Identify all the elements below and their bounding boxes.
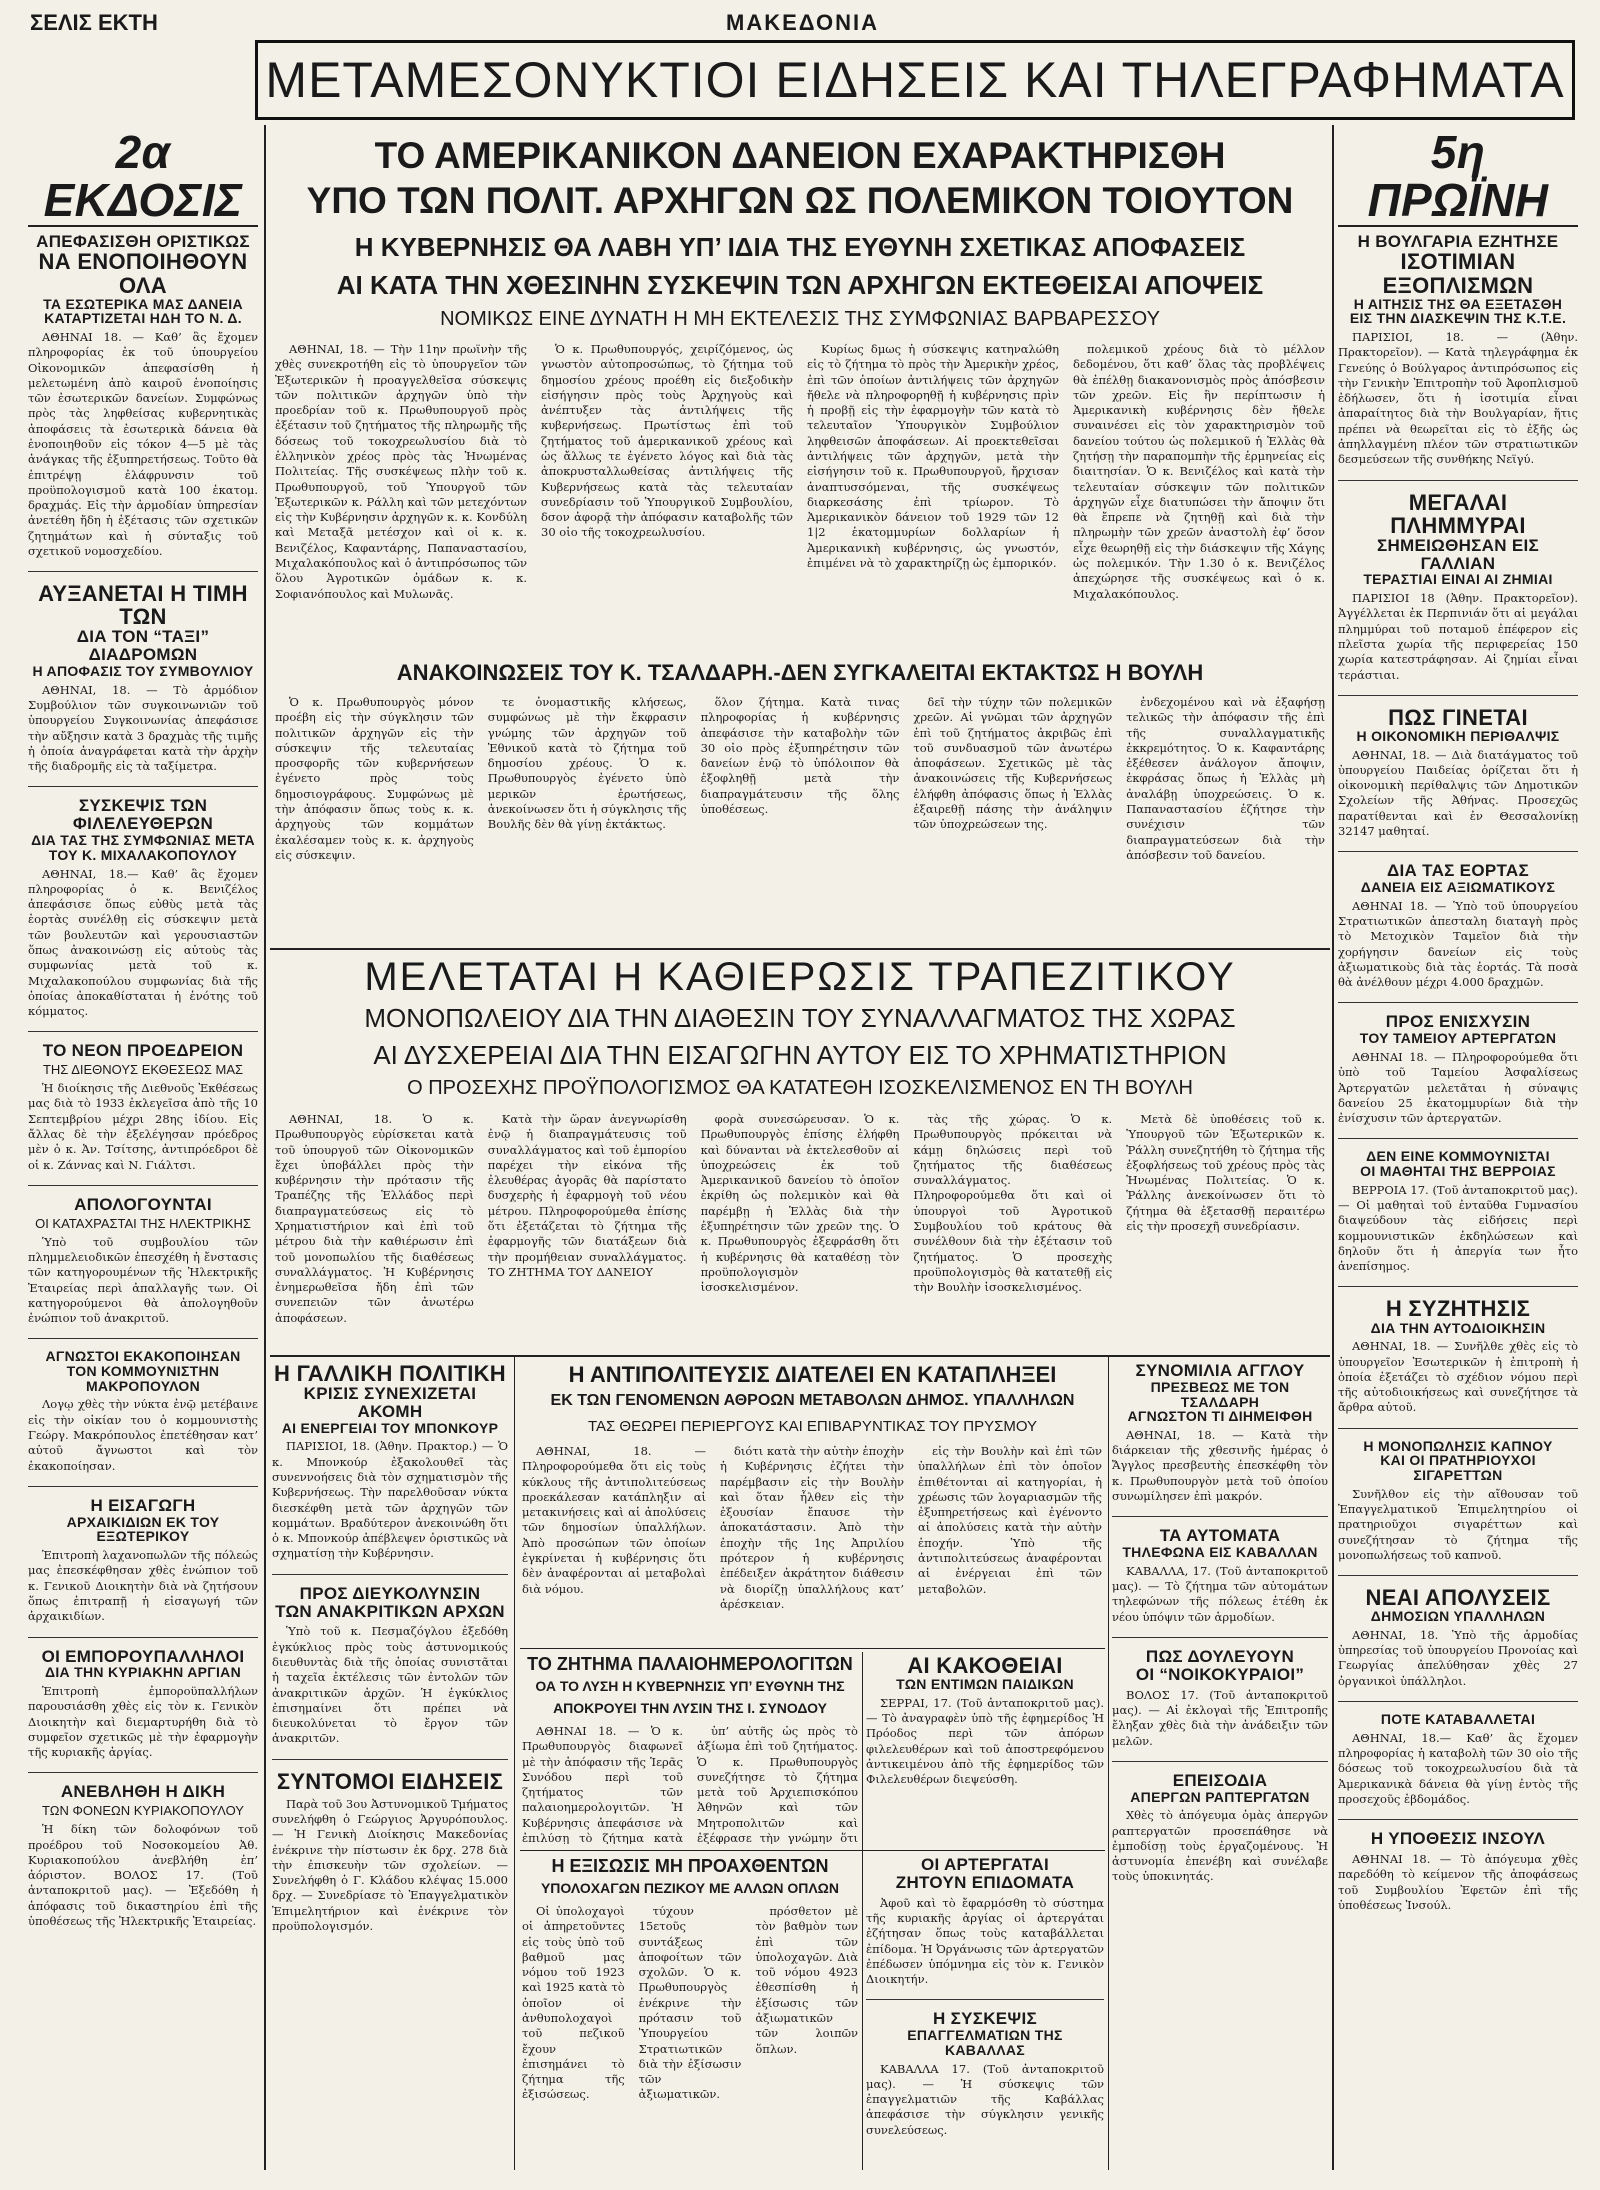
article-body: Ὁ κ. Πρωθυπουργὸς μόνον προέβη εἰς τὴν σύγκλησιν τῶν πολιτικῶν ἀρχηγῶν εἰς τὴν σύσκεψιν τῆς τελευταίας προσφορῆς τῶν κυβερνήσεων ἐγένετο πρὸς τοὺς δημοσιογράφους. Συμφώνως μὲ τὴν ἀπόφασιν ὅπως τοὺς κ. κ. ἀρχηγοὺς τῶν κομμάτων ἐκαλέσαμεν τοὺς κ. κ. ἀρχηγοὺς εἰς σύσκεψιν.	[275, 695, 474, 862]
article-body: εἰς τὴν Βουλὴν καὶ ἐπὶ τῶν ὑπαλλήλων ἐπὶ τὸν ὁποῖον ἐπιθέτονται αἱ κατηγορίαι, ἡ χρέωσις τῶν λογαριασμῶν τῆς ἐξυπηρετήσεως καὶ ἐγένοντο αἱ ἀπολύσεις κατὰ τὴν αὐτὴν ἐποχήν. Ὑπὸ τῆς ἀντιπολιτεύσεως ἀναφέρονται αἱ ἐνέργειαι ἐπὶ τῶν μεταβολῶν.	[918, 1444, 1102, 1596]
article-body: ΑΘΗΝΑΙ 18. — Πληροφορούμεθα ὅτι ὑπὸ τοῦ Ταμείου Ἀσφαλίσεως Ἀρτεργατῶν μελετᾶται ἡ σύναψις δανείου 25 ἑκατομμυρίων διὰ τὴν ἐνίσχυσιν τῶν ἀρτεργατῶν.	[1338, 1050, 1578, 1126]
article-investigators	[272, 1585, 508, 1760]
article-kavala-meeting	[866, 2010, 1104, 2150]
article-body: ΑΘΗΝΑΙ, 18. — Κατὰ τὴν διάρκειαν τῆς χθεσινῆς ἡμέρας ὁ Ἄγγλος πρεσβευτὴς ἐπεσκέφθη τὸν κ. Πρωθυπουργὸν μετὰ τοῦ ὁποίου συνωμίλησεν ἐπὶ μακρόν.	[1112, 1427, 1328, 1504]
calendar-headline: ΤΟ ΖΗΤΗΜΑ ΠΑΛΑΙΟΗΜΕΡΟΛΟΓΙΤΩΝ	[527, 1654, 853, 1674]
opposition-headline: Η ΑΝΤΙΠΟΛΙΤΕΥΣΙΣ ΔΙΑΤΕΛΕΙ ΕΝ ΚΑΤΑΠΛΗΞΕΙ	[568, 1362, 1057, 1387]
lead-subheadline: ΑΙ ΚΑΤΑ ΤΗΝ ΧΘΕΣΙΝΗΝ ΣΥΣΚΕΨΙΝ ΤΩΝ ΑΡΧΗΓΩΝ ΕΚΤΕΘΕΙΣΑΙ ΑΠΟΨΕΙΣ	[336, 270, 1264, 300]
subheadline: ΟΙ ΚΑΤΑΧΡΑΣΤΑΙ ΤΗΣ ΗΛΕΚΤΡΙΚΗΣ	[35, 1215, 251, 1231]
subheadline: ΑΠΕΡΓΩΝ ΡΑΠΤΕΡΓΑΤΩΝ	[1130, 1788, 1310, 1805]
article-self-government	[1338, 1297, 1578, 1428]
calendar-subheadline: ΟΑ ΤΟ ΛΥΣΗ Η ΚΥΒΕΡΝΗΣΙΣ ΥΠ’ ΕΥΘΥΝΗ ΤΗΣ	[535, 1678, 845, 1694]
subheadline: ΔΙΑ ΤΗΝ ΚΥΡΙΑΚΗΝ ΑΡΓΙΑΝ	[45, 1664, 241, 1681]
lead-headline: ΥΠΟ ΤΩΝ ΠΟΛΙΤ. ΑΡΧΗΓΩΝ ΩΣ ΠΟΛΕΜΙΚΟΝ ΤΟΙΟΥΤΟΝ	[306, 180, 1294, 221]
article-body: ΑΘΗΝΑΙ, 18. — Τὸ ἁρμόδιον Συμβούλιον τῶν συγκοινωνιῶν τοῦ ὑπουργείου Συγκοινωνίας ἀπεφάσισε τὴν αὔξησιν κατὰ 3 δραχμὰς τῆς τιμῆς ἡ ὁποία ἀναγράφεται κατὰ τὴν ἀρχὴν τῆς διαδρομῆς εἰς τὰ ταξίμετρα.	[28, 682, 258, 774]
mid-body	[275, 695, 1325, 945]
article-body: ΑΘΗΝΑΙ 18. — Ὑπὸ τοῦ ὑπουργείου Στρατιωτικῶν ἀπεσταλη διαταγὴ πρὸς τὸ Μετοχικὸν Ταμεῖον διὰ τὴν χορήγησιν δανείων εἰς τοὺς ἀξιωματικοὺς διὰ τὰς ἑορτάς. Τὰ ποσὰ θὰ ἀνέλθουν μέχρι 4.000 δραχμῶν.	[1338, 898, 1578, 990]
headline: ΑΠΟΛΟΓΟΥΝΤΑΙ	[74, 1194, 212, 1214]
article-new-dismissals	[1338, 1586, 1578, 1702]
article-bulgaria-arms	[1338, 233, 1578, 481]
officers-subheadline: ΥΠΟΛΟΧΑΓΩΝ ΠΕΖΙΚΟΥ ΜΕ ΑΛΛΩΝ ΟΠΛΩΝ	[540, 1880, 840, 1896]
officers-headline: Η ΕΞΙΣΩΣΙΣ ΜΗ ΠΡΟΑΧΘΕΝΤΩΝ	[551, 1856, 829, 1876]
article-body: Ἀφοῦ καὶ τὸ ἔφαρμόσθη τὸ σύστημα τῆς κυριακῆς ἀργίας οἱ ἀρτεργάται ἐζήτησαν ὅπως τοὺς καταβάλλεται ἐπίδομα. Ἡ Ὀργάνωσις τῶν ἀρτεργατῶν ἐπέδωσεν ὑπόμνημα εἰς τὸν κ. Γενικὸν Διοικητήν.	[866, 1895, 1104, 1987]
section-rule	[520, 1850, 1105, 1851]
headline: ΠΡΟΣ ΕΝΙΣΧΥΣΙΝ	[1385, 1012, 1531, 1032]
headline: ΕΠΕΙΣΟΔΙΑ	[1172, 1770, 1268, 1790]
section-banner	[255, 40, 1575, 120]
lead-subheadline: Η ΚΥΒΕΡΝΗΣΙΣ ΘΑ ΛΑΒΗ ΥΠ’ ΙΔΙΑ ΤΗΣ ΕΥΘΥΝΗ ΣΧΕΤΙΚΑΣ ΑΠΟΦΑΣΕΙΣ	[354, 232, 1246, 262]
article-trial-postponed	[28, 1783, 258, 1941]
article-body: Ἐπιτροπὴ ἐμποροϋπαλλήλων παρουσιάσθη χθὲς εἰς τὸν κ. Γενικὸν Διοικητὴν καὶ διεμαρτυρήθη διὰ τὸ συμφεῖον σχετικῶς μὲ τὴν ἐφαρμογὴν τῆς κυριακῆς ἀργίας.	[28, 1684, 258, 1760]
headline: ΣΥΝΟΜΙΛΙΑ ΑΓΓΛΟΥ	[1135, 1362, 1305, 1380]
article-french-politics	[272, 1362, 508, 1575]
article-verria-students	[1338, 1149, 1578, 1287]
article-body: Ὑπὸ τοῦ συμβουλίου τῶν πλημμελειοδικῶν ἐπεσχέθη ἡ ἔνστασις τῶν κατηγορουμένων τῆς Ἠλεκτρικῆς Ἑταιρείας περὶ ἀπαλλαγῆς των. Οἱ κατηγορούμενοι θὰ ἀπολογηθοῦν ἐνώπιον τοῦ ἀνακριτοῦ.	[28, 1234, 258, 1326]
article-loans-unification	[28, 233, 258, 573]
headline: ΑΠΕΦΑΣΙΣΘΗ ΟΡΙΣΤΙΚΩΣ	[36, 231, 250, 251]
opposition-body	[522, 1444, 1102, 1644]
column-rule	[862, 1852, 863, 2170]
article-british-envoy	[1112, 1362, 1328, 1517]
article-body: Ὁ κ. Πρωθυπουργός, χειρίζόμενος, ὡς γνωστὸν αὐτοπροσώπως, τὸ ζήτημα τοῦ δημοσίου χρέους προέθη εἰς διεξοδικὴν εἰσήγησιν πρὸς τοὺς Ἀρχηγοὺς καὶ ἀνέπτυξεν τὰς ἀντιλήψεις τῆς κυβερνήσεως. Πρωτίστως ἐπὶ τοῦ ζητήματος τοῦ ἀμερικανικοῦ χρέους καὶ ὡς ἄλλως τε ἐγένετο λόγος καὶ διὰ τὰς ἀποκρυσταλλωθείσας ἀντιλήψεις τῆς Κυβερνήσεως κατὰ τὰς τελευταίαν συνεδρίασιν τοῦ Ὑπουργικοῦ Συμβουλίου, δσον ἀφορᾷ τὴν ἀπόφασιν καταβολῆς τῶν 30 οἱο τῆς τοκοχρεωλυσίου.	[541, 342, 793, 540]
lower-right-subcolumn	[1112, 1362, 1328, 2162]
article-body: ΑΘΗΝΑΙ, 18. — Διὰ διατάγματος τοῦ ὑπουργείου Παιδείας ὁρίζεται ὅτι ἡ οἰκονομικὴ περίθαλψις τῶν Δημοτικῶν Σχολείων τῆς Ἀθήνας. Προσεχῶς παρατίθενται καὶ ἐν Θεσσαλονίκῃ 32147 μαθηταί.	[1338, 747, 1578, 838]
subheadline: ΤΑ ΕΣΩΤΕΡΙΚΑ ΜΑΣ ΔΑΝΕΙΑ	[43, 295, 243, 312]
subheadline: ΣΗΜΕΙΩΘΗΣΑΝ ΕΙΣ ΓΑΛΛΙΑΝ	[1376, 535, 1540, 573]
article-body: ΠΑΡΙΣΙΟΙ 18 (Ἀθην. Πρακτορεῖον). Ἀγγέλλεται ἐκ Περπινιάν ὅτι αἱ μεγάλαι πλημμύραι τοῦ ποταμοῦ ἐπέφερον εἰς πλεῖστα χωρία τῆς περιφερείας 150 χωρία κατεστράφησαν. Αἱ ζημίαι εἶναι τεράστιαι.	[1338, 591, 1578, 682]
article-body: τε ὀνομαστικῆς κλήσεως, συμφώνως μὲ τὴν ἔκφρασιν γνώμης τῶν ἀρχηγῶν τοῦ Ἐθνικοῦ κατὰ τὸ ζήτημα τοῦ δημοσίου χρέους. Ὁ κ. Πρωθυπουργὸς ἐγένετο ὑπὸ μερικῶν ἐρωτήσεως, ἀνεκοίνωσεν ὅτι ἡ σύγκλησις τῆς Βουλῆς δὲν θὰ γίνῃ ἐκτάκτως.	[487, 695, 687, 832]
article-body: ΑΘΗΝΑΙ, 18.— Καθ’ ἃς ἔχομεν πληροφορίας ἡ καταβολὴ τῶν 30 οἱο τῆς δόσεως τοῦ τοκοχρεωλυσίου διὰ τὰ Ἀμερικανικὰ δάνεια θὰ γίνῃ ἐντὸς τῆς προσεχοῦς ἑβδομάδος.	[1338, 1730, 1578, 1806]
article-bakers-fund	[1338, 1013, 1578, 1139]
mid-headline: ΑΝΑΚΟΙΝΩΣΕΙΣ ΤΟΥ Κ. ΤΣΑΛΔΑΡΗ.-ΔΕΝ ΣΥΓΚΑΛΕΙΤΑΙ ΕΚΤΑΚΤΩΣ Η ΒΟΥΛΗ	[396, 660, 1204, 685]
subheadline: ΤΩΝ ΦΟΝΕΩΝ ΚΥΡΙΑΚΟΠΟΥΛΟΥ	[42, 1803, 244, 1819]
subheadline: ΕΙΣ ΤΗΝ ΔΙΑΣΚΕΨΙΝ ΤΗΣ Κ.Τ.Ε.	[1349, 310, 1567, 327]
column-rule	[264, 125, 266, 2170]
calendar-body	[522, 1724, 858, 1844]
article-body: δεῖ τὴν τύχην τῶν πολεμικῶν χρεῶν. Αἱ γνῶμαι τῶν ἀρχηγῶν ἐπὶ τοῦ ζητήματος ἀκριβῶς ἐπὶ τοῦ συνδυασμοῦ τῶν ἀνωτέρω ἀποφάσεων. Σχετικῶς μὲ τὰς ἀνακοινώσεις τῆς Κυβερνήσεως ἐλήφθη ἀπόφασις ὅπως ἡ Ἑλλὰς ἐξαιρεθῇ πάσης τὴν ἀνάληψιν τῶν ὑποχρεώσεων της.	[913, 695, 1113, 832]
subheadline: ΑΓΝΩΣΤΟΝ ΤΙ ΔΙΗΜΕΙΦΘΗ	[1127, 1408, 1313, 1425]
officers-body	[522, 1904, 858, 2164]
section-rule	[270, 1355, 1330, 1357]
article-body: ΑΘΗΝΑΙ, 18. Ὁ κ. Πρωθυπουργὸς εὑρίσκεται κατὰ τοῦ ὑπουργοῦ τῶν Οἰκονομικῶν ἔχει ὑποβάλλει πρὸς τὴν κυβέρνησιν τὴν πρότασιν τῆς Τραπέζης τῆς Ἑλλάδος περὶ διαπραγματεύσεως εἰς τὸ Χρηματιστήριον καὶ ἐπὶ τοῦ μέτρου διὰ τὴν καθιέρωσιν ἐπὶ τοῦ μονοπωλίου τῆς διαθέσεως συναλλάγματος. Ἡ Κυβέρνησις ἐνημερωθεῖσα ἤδη ἐπὶ τῶν συνεπειῶν τῶν ἀνωτέρω ἀποφάσεων.	[275, 1112, 474, 1325]
subheadline: ΤΕΡΑΣΤΙΑΙ ΕΙΝΑΙ ΑΙ ΖΗΜΙΑΙ	[1363, 571, 1553, 588]
subheadline: ΔΙΑ ΤΟΝ “ΤΑΞΙ” ΔΙΑΔΡΟΜΩΝ	[76, 627, 210, 665]
subheadline: ΚΡΙΣΙΣ ΣΥΝΕΧΙΖΕΤΑΙ ΑΚΟΜΗ	[303, 1384, 477, 1421]
subheadline: ΑΡΧΑΙΚΙΔΙΩΝ ΕΚ ΤΟΥ ΕΞΩΤΕΡΙΚΟΥ	[66, 1513, 220, 1545]
article-body: τὰς τῆς χώρας. Ὁ κ. Πρωθυπουργὸς πρόκειται νὰ κάμῃ δηλώσεις περὶ τοῦ ζητήματος τῆς διαθέσεως συναλλάγματος. Πληροφορούμεθα ὅτι καὶ οἱ ὑπουργοὶ τοῦ Ἀγροτικοῦ Συμβουλίου τοῦ κράτους θὰ συνέλθουν διὰ τὴν ἐξέτασιν τοῦ ζητήματος. Ὁ προσεχὴς προϋπολογισμὸς θὰ κατατεθῇ εἰς τὴν Βουλὴν ἰσοσκελισμένος.	[913, 1112, 1113, 1295]
subheadline: Η ΑΙΤΗΣΙΣ ΤΗΣ ΘΑ ΕΞΕΤΑΣΘΗ	[1353, 295, 1563, 312]
headline: ΜΕΓΑΛΑΙ ΠΛΗΜΜΥΡΑΙ	[1390, 489, 1526, 538]
section-banner-title: ΜΕΤΑΜΕΣΟΝΥΚΤΙΟΙ ΕΙΔΗΣΕΙΣ ΚΑΙ ΤΗΛΕΓΡΑΦΗΜΑΤΑ	[265, 52, 1565, 108]
article-body: ΒΟΛΟΣ 17. (Τοῦ ἀνταποκριτοῦ μας). — Αἱ ἐκλογαὶ τῆς Ἐπιτροπῆς ἔληξαν χθὲς διὰ τὴν ἀνάδειξιν τῶν μελῶν.	[1112, 1687, 1328, 1748]
article-body: ΑΘΗΝΑΙ, 18. — Συνῆλθε χθὲς εἰς τὸ ὑπουργεῖον Ἐσωτερικῶν ἡ ἐπιτροπὴ ἡ ὁποία ἐξετάζει τὸ σχέδιον νόμου περὶ τῆς αὐτοδιοικήσεως καὶ συνεζήτησε τὰ ἄρθρα αὐτοῦ.	[1338, 1339, 1578, 1415]
subheadline: ΑΙ ΕΝΕΡΓΕΙΑΙ ΤΟΥ ΜΠΟΝΚΟΥΡ	[281, 1419, 499, 1436]
page-number-label: ΣΕΛΙΣ ΕΚΤΗ	[30, 10, 158, 35]
opposition-subheadline: ΕΚ ΤΩΝ ΓΕΝΟΜΕΝΩΝ ΑΘΡΟΩΝ ΜΕΤΑΒΟΛΩΝ ΔΗΜΟΣ. ΥΠΑΛΛΗΛΩΝ	[550, 1392, 1075, 1409]
article-floods	[1338, 491, 1578, 696]
subheadline: ΟΙ “ΝΟΙΚΟΚΥΡΑΙΟΙ”	[1135, 1664, 1305, 1684]
subheadline: ΤΩΝ ΑΝΑΚΡΙΤΙΚΩΝ ΑΡΧΩΝ	[275, 1601, 505, 1621]
article-taxi-fares	[28, 582, 258, 787]
article-liberals-meeting	[28, 797, 258, 1032]
article-body: ὅλον ζήτημα. Κατὰ τινας πληροφορίας ἡ κυβέρνησις ἀπεφάσισε τὴν καταβολὴν τῶν 30 οἱο πρὸς ἐξυπηρέτησιν τῶν δανείων ἐνῷ τὸ ὑπόλοιπον θὰ ἐξοφληθῇ μετὰ τὴν διαπραγμάτευσιν τῆς ὅλης ὑποθέσεως.	[700, 695, 900, 816]
article-body: ΠΑΡΙΣΙΟΙ, 18. — (Ἀθην. Πρακτορεῖον). — Κατὰ τηλεγράφημα ἐκ Γενεύης ὁ Βούλγαρος ἀντιπρόσωπος εἰς τὴν Γενικὴν Ἐπιτροπὴν τοῦ Ἀφοπλισμοῦ ἐδήλωσεν, ὅτι ἡ ἰσοτιμία εἶναι ἀπαραίτητος διὰ τὴν Βουλγαρίαν, ἥτις πρέπει νὰ θεωρεῖται εἰς τὸ ἐξῆς ὡς ἀπηλλαγμένη πλέον τῶν στρατιωτικῶν δεσμεύσεων τῆς συνθήκης Νεϊγύ.	[1338, 330, 1578, 467]
article-auto-phones	[1112, 1527, 1328, 1638]
article-payment-date	[1338, 1712, 1578, 1820]
headline: ΔΕΝ ΕΙΝΕ ΚΟΜΜΟΥΝΙΣΤΑΙ	[1366, 1148, 1550, 1165]
edition-label: 2α ΕΚΔΟΣΙΣ	[28, 128, 258, 227]
lead-subheadline: ΝΟΜΙΚΩΣ ΕΙΝΕ ΔΥΝΑΤΗ Η ΜΗ ΕΚΤΕΛΕΣΙΣ ΤΗΣ ΣΥΜΦΩΝΙΑΣ ΒΑΡΒΑΡΕΣΣΟΥ	[440, 308, 1160, 330]
headline: ΠΩΣ ΔΟΥΛΕΥΟΥΝ	[1145, 1646, 1295, 1666]
column-rule	[1108, 1357, 1109, 2170]
article-tobacco-monopoly	[1338, 1439, 1578, 1576]
article-body: Κατὰ τὴν ὥραν ἀνεγνωρίσθη ἐνῷ ἡ διαπραγμάτευσις τοῦ συναλλάγματος καὶ τοῦ ἐμπορίου παρέχει τὴν εἰκόνα τῆς ἐλευθέρας ἀγορᾶς θὰ παρίστατο δυσχερὴς ἡ ἐφαρμογὴ τοῦ νέου μέτρου. Πληροφορούμεθα ἐπίσης ὅτι ἐξετάζεται τὸ ζήτημα τῆς ἐφαρμογῆς τῶν διατάξεων διὰ τὴν προμήθειαν συναλλάγματος. ΤΟ ΖΗΤΗΜΑ ΤΟΥ ΔΑΝΕΙΟΥ	[487, 1112, 687, 1279]
article-body: Ἡ δίκη τῶν δολοφόνων τοῦ προέδρου τοῦ Νοσοκομείου Ἀθ. Κυριακοπούλου ἀνεβλήθη ἐπ’ ἀόριστον. ΒΟΛΟΣ 17. (Τοῦ ἀνταποκριτοῦ μας). — Ἐξεδόθη ἡ ἀπόφασις τοῦ δικαστηρίου ἐπὶ τῆς ὑποθέσεως τῆς Ἠλεκτρικῆς Ἑταιρείας.	[28, 1822, 258, 1928]
headline: ΑΓΝΩΣΤΟΙ ΕΚΑΚΟΠΟΙΗΣΑΝ	[45, 1348, 241, 1365]
article-electric-embezzlers	[28, 1196, 258, 1340]
article-body: Ἡ διοίκησις τῆς Διεθνοῦς Ἐκθέσεως μας διὰ τὸ 1933 ἐκλεγεῖσα ἀπὸ τῆς 10 Σεπτεμβρίου μέχρι 28ης ἰδίου. Εἰς ἄλλας δὲ τὴν ἐξελέγησαν πρόεδρος μὲν ὁ κ. Ἀν. Τσίτσης, ἀντιπρόεδροι δὲ οἱ κ. Ζάννας καὶ Ν. Γιάλτσι.	[28, 1081, 258, 1172]
article-tailors-strike	[1112, 1772, 1328, 1897]
subheadline: Η ΟΙΚΟΝΟΜΙΚΗ ΠΕΡΙΘΑΛΨΙΣ	[1356, 727, 1560, 744]
subheadline: Η ΑΠΟΦΑΣΙΣ ΤΟΥ ΣΥΜΒΟΥΛΙΟΥ	[32, 663, 254, 680]
headline: ΠΩΣ ΓΙΝΕΤΑΙ	[1388, 704, 1528, 730]
article-body: φορὰ συνεσώρευσαν. Ὁ κ. Πρωθυπουργὸς ἐπίσης ἐλήφθη καὶ δύνανται νὰ ἐκτελεσθοῦν αἱ ὑποχρεώσεις ἐκ τοῦ Ἀμερικανικοῦ δανείου τὸ ὁποῖον ἐκρίθη ὡς πολεμικὸν καὶ θὰ παρέμβῃ ἡ Ἑλλὰς διὰ τὴν ἐξυπηρέτησιν τῶν χρεῶν της. Ὁ κ. Πρωθυπουργὸς ἐξεφράσθη ὅτι ἡ κυβέρνησις θὰ καταθέσῃ τὸν προϋπολογισμὸν ἰσοσκελισμένον.	[700, 1112, 900, 1295]
subheadline: ΚΑΙ ΟΙ ΠΡΑΤΗΡΙΟΥΧΟΙ ΣΙΓΑΡΕΤΤΩΝ	[1380, 1452, 1536, 1484]
article-body: ΑΘΗΝΑΙ, 18. — Τὴν 11ην πρωϊνὴν τῆς χθὲς συνεκροτήθη εἰς τὸ ὑπουργεῖον τῶν Ἐξωτερικῶν ἡ προαγγελθεῖσα σύσκεψις τῶν πολιτικῶν ἀρχηγῶν ὑπὸ τὴν προεδρίαν τοῦ κ. Πρωθυπουργοῦ πρὸς ἐξέτασιν τοῦ ζητήματος τῆς πληρωμῆς τῆς δόσεως τοῦ τοκοχρεωλυσίου διὰ τὸ ἑλληνικὸν χρέος πρὸς τὰς Ἡνωμένας Πολιτείας. Τῆς συσκέψεως πλὴν τοῦ κ. Πρωθυπουργοῦ, τοῦ Ὑπουργοῦ τῶν Ἐξωτερικῶν κ. Ράλλη καὶ τῶν μετεχόντων εἰς τὴν Κυβέρνησιν ἀρχηγῶν κ. κ. Κονδύλη καὶ Μεταξᾶ μετέσχον καὶ οἱ κ. κ. Βενιζέλος, Καφαντάρης, Παπαναστασίου, Μιχαλακόπουλος καὶ ὁ ἀντιπρόσωπος τῶν ὅλου Ἀγροτικῶν ὁμάδων κ. κ. Σοφιανόπουλος καὶ Μυλωνᾶς.	[275, 342, 527, 601]
article-body: ΠΑΡΙΣΙΟΙ, 18. (Ἀθην. Πρακτορ.) — Ὁ κ. Μπονκούρ ἐξακολουθεῖ τὰς συνεννοήσεις διὰ τὸν σχηματισμὸν τῆς Κυβερνήσεως. Τὴν παρελθοῦσαν νύκτα διεσκέφθη μετὰ τῶν ἀρχηγῶν τῶν κομμάτων. Βραδύτερον ἀνεκοινώθη ὅτι ὁ κ. Μπονκούρ ἀπέβλεψεν ὁριστικῶς νὰ σχηματίσῃ τὴν Κυβέρνησιν.	[272, 1439, 508, 1561]
headline: ΑΝΕΒΛΗΘΗ Η ΔΙΚΗ	[60, 1782, 226, 1802]
article-kakotheiai	[866, 1654, 1104, 1849]
headline: ΝΑ ΕΝΟΠΟΙΗΘΟΥΝ ΟΛΑ	[38, 249, 248, 298]
article-body: πολεμικοῦ χρέους διὰ τὸ μέλλον δεδομένου, ὅτι καθ’ ὅλας τὰς προβλέψεις θὰ ἐπέλθῃ διακανονισμὸς πρὸς ἀπόσβεσιν τῶν χρεῶν. Εἰς ἣν περίπτωσιν ἡ Ἀμερικανικὴ κυβέρνησις δὲν ἤθελε συναινέσει εἰς τὸν χαρακτηρισμὸν τοῦ δανείου τούτου ὡς πολεμικοῦ ἡ Ἑλλὰς θὰ ζητήσῃ τὴν παραπομπὴν τῆς ἑρμηνείας εἰς διαιτησίαν. Ὁ κ. Βενιζέλος καὶ κατὰ τὴν τελευταίαν σύσκεψιν τῶν πολιτικῶν ἀρχηγῶν εἶχε διατυπώσει τὴν ἄποψιν ὅτι θὰ ἔπρεπε νὰ ζητηθῇ καὶ διὰ τὴν πληρωμὴν τῶν χρεῶν ἀναστολὴ ἐφ’ ὅσον εἶχε θεωρηθῇ εἰς τὴν διάσκεψιν τῆς Χάγης ὡς πολεμικόν. Τὴν 1.30 ὁ κ. Βενιζέλος ἀπεχώρησε τῆς συσκέψεως καὶ ὁ κ. Μιχαλακόπουλος.	[1073, 342, 1325, 601]
column-rule	[862, 1652, 863, 1852]
headline: ΣΥΣΚΕΨΙΣ ΤΩΝ ΦΙΛΕΛΕΥΘΕΡΩΝ	[72, 796, 214, 834]
headline: ΑΥΞΑΝΕΤΑΙ Η ΤΙΜΗ ΤΩΝ	[38, 581, 248, 630]
bank-headline: ΜΕΛΕΤΑΤΑΙ Η ΚΑΘΙΕΡΩΣΙΣ ΤΡΑΠΕΖΙΤΙΚΟΥ	[364, 955, 1236, 999]
bank-subheadline: Ο ΠΡΟΣΕΧΗΣ ΠΡΟΫΠΟΛΟΓΙΣΜΟΣ ΘΑ ΚΑΤΑΤΕΘΗ ΙΣΟΣΚΕΛΙΣΜΕΝΟΣ ΕΝ ΤΗ ΒΟΥΛΗ	[407, 1077, 1193, 1099]
article-body: διότι κατὰ τὴν αὐτὴν ἐποχὴν ἡ Κυβέρνησις ἐζήτει τὴν παρέμβασιν εἰς τὴν Βουλὴν καὶ ὅταν ἦλθεν εἰς τὴν ἐξουσίαν ἔπαυσε τὴν ἀποκατάστασιν. Ἀπὸ τὴν ἐποχὴν τῆς 1ης Ἀπριλίου πρότερον ἡ κυβέρνησις ἐπέδειξεν ἀκράτητον διάθεσιν νὰ διορίζῃ ὑπαλλήλους κατ’ ἀρέσκειαν.	[720, 1444, 904, 1611]
subheadline: ΕΠΑΓΓΕΛΜΑΤΙΩΝ ΤΗΣ ΚΑΒΑΛΛΑΣ	[907, 2027, 1063, 2058]
article-body: ΑΘΗΝΑΙ, 18. — Πληροφορούμεθα ὅτι εἰς τοὺς κύκλους τῆς ἀντιπολιτεύσεως προεκάλεσαν κατάπληξιν αἱ μετακινήσεις καὶ αἱ ἀπολύσεις τῶν δημοσίων ὑπαλλήλων. Ἀπὸ προσώπων τῶν ὁποίων ἐγκρίνεται ἡ κυβέρνησις ὅτι δὲν ἀναφέρονται αἱ μεταβολαὶ διὰ νόμου.	[522, 1444, 706, 1596]
article-body: ΚΑΒΑΛΛΑ 17. (Τοῦ ἀνταποκριτοῦ μας). — Ἡ σύσκεψις τῶν ἐπαγγελματιῶν τῆς Καβάλλας ἀπεφάσισε τὴν σύγκλησιν γενικῆς συνελεύσεως.	[866, 2061, 1104, 2137]
article-body: τύχουν 15ετοῦς συντάξεως ἀποφοίτων τῶν σχολῶν. Ὁ κ. Πρωθυπουργὸς ἐνέκρινε τὴν πρότασιν τοῦ Ὑπουργείου Στρατιωτικῶν διὰ τὴν ἐξίσωσιν τῶν ἀξιωματικῶν.	[638, 1904, 742, 2102]
column-rule	[514, 1357, 515, 2170]
headline: ΣΥΝΤΟΜΟΙ ΕΙΔΗΣΕΙΣ	[276, 1768, 504, 1794]
article-body: ΚΑΒΑΛΛΑ, 17. (Τοῦ ἀνταποκριτοῦ μας). — Τὸ ζήτημα τῶν αὐτομάτων τηλεφώνων τῆς πόλεως ἐτέθη ἐκ νέου ὑπόψιν τῶν ἁρμοδίων.	[1112, 1563, 1328, 1624]
article-makropoulos-attack	[28, 1349, 258, 1486]
subheadline: ΤΩΝ ΕΝΤΙΜΩΝ ΠΑΙΔΙΚΩΝ	[896, 1676, 1074, 1693]
article-body: Κυρίως δμως ἡ σύσκεψις κατηναλώθη εἰς τὸ ζήτημα τὸ πρὸς τὴν Ἀμερικὴν χρέος, ἐπὶ τῶν ὁποίων ἀντιλήψεις τῶν ἀρχηγῶν ἤθελε νὰ πληροφορηθῇ ἡ κυβέρνησις πρὶν ἡ προβῇ εἰς τὴν ἐφαρμογὴν τῶν κατὰ τὸ τελευταῖον Ὑπουργικὸν Συμβούλιον ληφθεισῶν ἀποφάσεων. Αἱ προεκτεθεῖσαι ἀντιλήψεις τῶν ἀρχηγῶν, μετὰ τὴν εἰσήγησιν τοῦ κ. Πρωθυπουργοῦ, ἤρχισαν ἀναπτυσσόμεναι, τῆς συσκέψεως διαρκεσάσης ἐπὶ τρίωρον. Τὸ Ἀμερικανικὸν δάνειον τοῦ 1929 τῶν 12 1|2 ἑκατομμυρίων δολλαρίων ἡ Ἀμερικανικὴ κυβέρνησις, ὡς γνωστόν, ἐπιμένει νὰ τὸ χαρακτηρίζῃ ὡς ἐμπορικόν.	[807, 342, 1059, 570]
article-body: Οἱ ὑπολοχαγοὶ οἱ ἀπηρετοῦντες εἰς τοὺς ὑπὸ τοῦ βαθμοῦ μας νόμου τοῦ 1923 καὶ 1925 κατὰ τὸ ὁποῖον οἱ ἀνθυπολοχαγοὶ τοῦ πεζικοῦ ἔχουν ἐπισημάνει τὸ ζήτημα τῆς ἐξισώσεως.	[522, 1904, 625, 2102]
article-body: Ἐπιτροπὴ λαχανοπωλῶν τῆς πόλεώς μας ἐπεσκέφθησαν χθὲς ἐνώπιον τοῦ κ. Γενικοῦ Διοικητὴν διὰ νὰ ζητήσουν ὅπως ἐπιτραπῇ ἡ εἰσαγωγή τῶν ἀρχαικιδίων.	[28, 1548, 258, 1624]
subheadline: ΔΗΜΟΣΙΩΝ ΥΠΑΛΛΗΛΩΝ	[1370, 1608, 1546, 1625]
article-body: Χθὲς τὸ ἀπόγευμα ὁμὰς ἀπεργῶν ραπτεργατῶν προσεπάθησε νὰ ἐμποδίσῃ τοὺς ἐργαζομένους. Ἡ ἀστυνομία ἐπενέβη καὶ συνέλαβε τοὺς ὑποκινητάς.	[1112, 1808, 1328, 1884]
article-body: ὑπ’ αὐτῆς ὡς πρὸς τὸ ἀξίωμα ἐπὶ τοῦ ζητήματος. Ὁ κ. Πρωθυπουργὸς συνεζήτησε τὸ ζήτημα μετὰ τοῦ Ἀρχιεπισκόπου Ἀθηνῶν καὶ τῶν Μητροπολιτῶν καὶ ἐξέφρασε τὴν γνώμην ὅτι	[697, 1724, 858, 1844]
headline: ΤΟ ΝΕΟΝ ΠΡΟΕΔΡΕΙΟΝ	[42, 1041, 244, 1061]
article-body: ΑΘΗΝΑΙ 18. — Ὁ κ. Πρωθυπουργὸς διαφωνεῖ μὲ τὴν ἀπόφασιν τῆς Ἱερᾶς Συνόδου περὶ τοῦ ζητήματος τῶν παλαιοημερολογιτῶν. Ἡ Κυβέρνησις ἀπεφάσισε νὰ ἐπιλύσῃ τὸ ζήτημα κατὰ	[522, 1724, 683, 1844]
subheadline: ΔΙΑ ΤΑΣ ΤΗΣ ΣΥΜΦΩΝΙΑΣ ΜΕΤΑ	[31, 832, 255, 849]
article-housekeepers	[1112, 1648, 1328, 1762]
subheadline: ΟΙ ΜΑΘΗΤΑΙ ΤΗΣ ΒΕΡΡΟΙΑΣ	[1360, 1163, 1556, 1180]
column-rule	[1332, 125, 1334, 2170]
article-expo-board	[28, 1042, 258, 1186]
article-brief-news	[272, 1770, 508, 1947]
headline: Η ΕΙΣΑΓΩΓΗ	[90, 1495, 196, 1515]
article-body: ΒΕΡΡΟΙΑ 17. (Τοῦ ἀνταποκριτοῦ μας). — Οἱ μαθηταὶ τοῦ ἐνταῦθα Γυμνασίου διαψεύδουν τὰς εἰδήσεις περὶ κομμουνιστικῶν ἐκδηλώσεων καὶ δηλοῦν ὅτι ἡ ἀπεργία των ἦτο ἀνεπίσημος.	[1338, 1182, 1578, 1274]
headline: ΟΙ ΕΜΠΟΡΟΥΠΑΛΛΗΛΟΙ	[41, 1646, 245, 1666]
article-body: ΑΘΗΝΑΙ, 18.— Καθ’ ἃς ἔχομεν πληροφορίας ὁ κ. Βενιζέλος ἀπεφάσισε ὅπως εὐθὺς μετὰ τὰς ἑορτὰς συνέλθῃ εἰς σύσκεψιν μετὰ τῶν βουλευτῶν καὶ γερουσιαστῶν ὅπως ἀνακοινώσῃ εἰς αὐτοὺς τὰς συμφωνίας μετὰ τοῦ κ. Μιχαλακοπούλου συμφωνίας διὰ τῆς ὁποίας ἀποκαθίσταται ἡ ἑνότης τοῦ κόμματος.	[28, 866, 258, 1019]
subheadline: ΚΑΤΑΡΤΙΖΕΤΑΙ ΗΔΗ ΤΟ Ν. Δ.	[44, 310, 242, 327]
article-body: Λογῳ χθὲς τὴν νύκτα ἐνῷ μετέβαινε εἰς τὴν οἰκίαν του ὁ κομμουνιστὴς Γεώργ. Μακρόπουλος ἐπετέθησαν κατ’ αὐτοῦ ἄγνωστοι καὶ τὸν ἐκακοποίησαν.	[28, 1397, 258, 1473]
subheadline: ΤΗΣ ΔΙΕΘΝΟΥΣ ΕΚΘΕΣΕΩΣ ΜΑΣ	[42, 1062, 244, 1078]
headline: ΙΣΟΤΙΜΙΑΝ ΕΞΟΠΛΙΣΜΩΝ	[1382, 249, 1534, 298]
article-body: Παρὰ τοῦ 3ου Ἀστυνομικοῦ Τμήματος συνελήφθη ὁ Γεώργιος Ἀργυρόπουλος. — Ἡ Γενικὴ Διοίκησις Μακεδονίας ἐνέκρινε τὴν πίστωσιν ἐκ δρχ. 278 διὰ τὴν ἐπισκευὴν τῶν σχολείων. — Συνελήφθη ὁ Γ. Κλάδου κλέψας 15.000 δρχ. — Συνεδρίασε τὸ Ἐπαγγελματικὸν Ἐπιμελητήριον καὶ ἐνέκρινε τὸν προϋπολογισμόν.	[272, 1796, 508, 1933]
bank-subheadline: ΑΙ ΔΥΣΧΕΡΕΙΑΙ ΔΙΑ ΤΗΝ ΕΙΣΑΓΩΓΗΝ ΑΥΤΟΥ ΕΙΣ ΤΟ ΧΡΗΜΑΤΙΣΤΗΡΙΟΝ	[373, 1040, 1227, 1070]
headline: ΔΙΑ ΤΑΣ ΕΟΡΤΑΣ	[1387, 861, 1529, 881]
subheadline: ΤΟΥ ΤΑΜΕΙΟΥ ΑΡΤΕΡΓΑΤΩΝ	[1359, 1030, 1557, 1047]
headline: Η ΥΠΟΘΕΣΙΣ ΙΝΣΟΥΛ	[1370, 1829, 1546, 1849]
headline: ΟΙ ΑΡΤΕΡΓΑΤΑΙ	[921, 1856, 1049, 1874]
lead-headline: ΤΟ ΑΜΕΡΙΚΑΝΙΚΟΝ ΔΑΝΕΙΟΝ ΕΧΑΡΑΚΤΗΡΙΣΘΗ	[374, 135, 1226, 176]
article-body: ΑΘΗΝΑΙ 18. — Τὸ ἀπόγευμα χθὲς παρεδόθη τὸ κείμενον τῆς ἀποφάσεως τοῦ Συμβουλίου Ἐφετῶν ἐπὶ τῆς ὑποθέσεως Ἰνσούλ.	[1338, 1851, 1578, 1912]
article-body: ἐνδεχομένου καὶ νὰ ἐξαφήσῃ τελικῶς τὴν ἀπόφασιν τῆς ἐπὶ τῆς συναλλαγματικῆς ἐκκρεμότητος. Ὁ κ. Καφαντάρης ἐξέθεσεν ἀνάλογον ἄποψιν, ἐκφράσας ὅπως ἡ Ἑλλὰς μὴ ἀναλάβῃ ὑποχρεώσεις. Ὁ κ. Παπαναστασίου ἐζήτησε τὴν συνέχισιν τῶν διαπραγματεύσεων διὰ τὴν ἀπόσβεσιν τοῦ δανείου.	[1126, 695, 1325, 862]
section-rule	[270, 948, 1330, 950]
article-insull-case	[1338, 1830, 1578, 1925]
headline: Η ΜΟΝΟΠΩΛΗΣΙΣ ΚΑΠΝΟΥ	[1363, 1437, 1553, 1454]
article-body: ΑΘΗΝΑΙ, 18. Ὑπὸ τῆς ἁρμοδίας ὑπηρεσίας τοῦ ὑπουργείου Προνοίας καὶ Γεωργίας ἀπελύθησαν χθὲς 27 ὀργανικοὶ ὑπάλληλοι.	[1338, 1627, 1578, 1688]
right-column	[1338, 128, 1578, 2168]
article-bakers	[866, 1856, 1104, 2000]
headline: Η ΒΟΥΛΓΑΡΙΑ ΕΖΗΤΗΣΕ	[1357, 231, 1559, 251]
lead-body	[275, 342, 1325, 652]
article-body: Μετὰ δὲ ὑποθέσεις τοῦ κ. Ὑπουργοῦ τῶν Ἐξωτερικῶν κ. Ῥάλλη συνεζητήθη τὸ ζήτημα τῆς ἐξοφλήσεως τοῦ χρέους πρὸς τὰς Ἡνωμένας Πολιτείας. Ὁ κ. Ῥάλλης ἀνεκοίνωσεν ὅτι τὸ ζήτημα θὰ ἐξετασθῇ περαιτέρω εἰς τὴν προσεχῆ συνεδρίασιν.	[1126, 1112, 1325, 1233]
article-body: Ὑπὸ τοῦ κ. Πεσμαζόγλου ἐξεδόθη ἐγκύκλιος πρὸς τοὺς ἀστυνομικούς διευθυντὰς διὰ τῆς ὁποίας συνιστᾶται ἡ ταχεῖα ἐκτέλεσις τῶν ἐντολῶν τῶν ἀνακριτικῶν ἀρχῶν. Ἡ ἐγκύκλιος ἐπισημαίνει ὅτι πρέπει νὰ διευκολύνεται τὸ ἔργον τῶν ἀνακριτῶν.	[272, 1624, 508, 1746]
subheadline: ΔΑΝΕΙΑ ΕΙΣ ΑΞΙΩΜΑΤΙΚΟΥΣ	[1360, 879, 1556, 896]
headline: ΠΡΟΣ ΔΙΕΥΚΟΛΥΝΣΙΝ	[299, 1583, 481, 1603]
headline: ΤΑ ΑΥΤΟΜΑΤΑ	[1159, 1526, 1281, 1546]
subheadline: ΔΙΑ ΤΗΝ ΑΥΤΟΔΙΟΙΚΗΣΙΝ	[1370, 1319, 1546, 1336]
headline: Η ΣΥΣΚΕΨΙΣ	[932, 2009, 1038, 2029]
article-body: πρόσθετον μὲ τὸν βαθμὸν των ἐπὶ τῶν ὑπολοχαγῶν. Διὰ τοῦ νόμου 4923 ἐθεσπίσθη ἡ ἐξίσωσις τῶν ἀξιωματικῶν τῶν λοιπῶν ὅπλων.	[755, 1904, 858, 2056]
article-body: ΑΘΗΝΑΙ 18. — Καθ’ ἃς ἔχομεν πληροφορίας ἐκ τοῦ ὑπουργείου Οἰκονομικῶν ἀπεφασίσθη ἡ μελετωμένη ἀπὸ καιροῦ ἑνοποίησις τῶν ἐσωτερικῶν δανείων. Συμφώνως πρὸς τὰς ληφθείσας κυβερνητικὰς ἀποφάσεις τὰ ἐσωτερικὰ δάνεια θὰ ἑνοποιηθοῦν εἰς τόκον 4—5 μὲ τὰς ἀνάγκας τῆς ἐξυπηρετήσεως. Τοῦτο θὰ ἐπιτρέψῃ ἐλάφρυνσιν τοῦ προϋπολογισμοῦ κατὰ 100 ἑκατομ. δραχμάς. Εἰς τὴν ἁρμοδίαν ὑπηρεσίαν ἀνετέθη ἤδη ἡ ἐξέτασις τῶν σχετικῶν ζητημάτων καὶ ἡ σύνταξις τοῦ σχετικοῦ νομοσχεδίου.	[28, 330, 258, 558]
headline: ΝΕΑΙ ΑΠΟΛΥΣΕΙΣ	[1365, 1585, 1551, 1611]
headline: ΑΙ ΚΑΚΟΘΕΙΑΙ	[907, 1654, 1063, 1678]
subheadline: ΤΟΝ ΚΟΜΜΟΥΝΙΣΤΗΝ ΜΑΚΡΟΠΟΥΛΟΝ	[66, 1363, 220, 1394]
headline: Η ΓΑΛΛΙΚΗ ΠΟΛΙΤΙΚΗ	[274, 1362, 506, 1386]
bank-subheadline: ΜΟΝΟΠΩΛΕΙΟΥ ΔΙΑ ΤΗΝ ΔΙΑΘΕΣΙΝ ΤΟΥ ΣΥΝΑΛΛΑΓΜΑΤΟΣ ΤΗΣ ΧΩΡΑΣ	[364, 1003, 1236, 1033]
lower-left-subcolumn	[272, 1362, 508, 2162]
headline: Η ΣΥΖΗΤΗΣΙΣ	[1385, 1296, 1531, 1322]
subheadline: ΤΗΛΕΦΩΝΑ ΕΙΣ ΚΑΒΑΛΛΑΝ	[1122, 1544, 1318, 1561]
opposition-subheadline: ΤΑΣ ΘΕΩΡΕΙ ΠΕΡΙΕΡΓΟΥΣ ΚΑΙ ΕΠΙΒΑΡΥΝΤΙΚΑΣ ΤΟΥ ΠΡΥΣΜΟΥ	[587, 1418, 1038, 1435]
edition-label: 5η ΠΡΩΪΝΗ	[1338, 128, 1578, 227]
headline: ΠΟΤΕ ΚΑΤΑΒΑΛΛΕΤΑΙ	[1380, 1711, 1536, 1728]
article-financial-care	[1338, 706, 1578, 852]
subheadline: ΤΟΥ Κ. ΜΙΧΑΛΑΚΟΠΟΥΛΟΥ	[48, 846, 238, 863]
page-header	[30, 8, 1575, 38]
article-officer-loans	[1338, 862, 1578, 1003]
bank-body	[275, 1112, 1325, 1352]
section-rule	[520, 1648, 1105, 1649]
article-body: Συνῆλθον εἰς τὴν αἴθουσαν τοῦ Ἐπαγγελματικοῦ Ἐπιμελητηρίου οἱ πρατηριοῦχοι σιγαρέττων καὶ συνεζήτησαν τὸ ζήτημα τῆς μονοπωλήσεως τοῦ καπνοῦ.	[1338, 1486, 1578, 1562]
calendar-subheadline: ΑΠΟΚΡΟΥΕΙ ΤΗΝ ΛΥΣΙΝ ΤΗΣ Ι. ΣΥΝΟΔΟΥ	[553, 1700, 827, 1716]
newspaper-name: ΜΑΚΕΔΟΝΙΑ	[726, 10, 879, 35]
left-column	[28, 128, 258, 2168]
article-shop-workers	[28, 1648, 258, 1774]
lower-center-subcolumn	[866, 1856, 1104, 2166]
article-body: ΣΕΡΡΑΙ, 17. (Τοῦ ἀνταποκριτοῦ μας). — Τὸ ἀναγραφὲν ὑπὸ τῆς ἐφημερίδος Ἡ Πρόοδος περὶ τῶν ἀπόρων φιλελευθέρων καὶ τοῦ ἀποστρεφόμενου ἀντικειμένου ἀπὸ τῆς ἐφημερίδος τῶν Φιλελευθέρων διεψεύσθη.	[866, 1695, 1104, 1787]
subheadline: ΖΗΤΟΥΝ ΕΠΙΔΟΜΑΤΑ	[895, 1872, 1075, 1892]
article-imports	[28, 1497, 258, 1638]
subheadline: ΠΡΕΣΒΕΩΣ ΜΕ ΤΟΝ ΤΣΑΛΔΑΡΗ	[1150, 1378, 1290, 1410]
